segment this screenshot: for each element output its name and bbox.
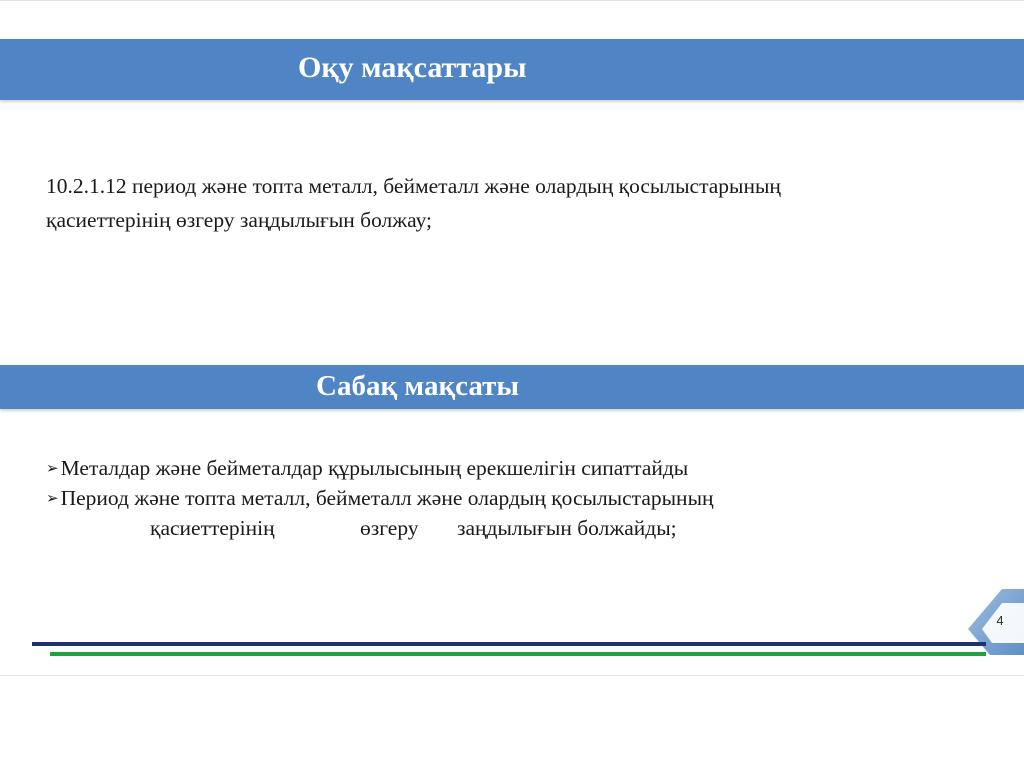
- divider-green: [50, 652, 986, 656]
- list-item-text: Период және топта металл, бейметалл және олардың қосылыстарының: [60, 486, 714, 510]
- page-number: 4: [996, 613, 1004, 628]
- list-item-text: Металдар және бейметалдар құрылысының ерекшелігін сипаттайды: [60, 456, 689, 480]
- learning-objective-text: [46, 169, 781, 237]
- footer-divider: [0, 675, 1024, 676]
- arrow-bullet-icon: ➢: [46, 489, 59, 507]
- list-item: [46, 483, 714, 513]
- learning-objectives-banner: [0, 39, 1024, 100]
- learning-objective-line: қасиеттерінің өзгеру заңдылығын болжау;: [46, 208, 433, 232]
- divider-blue: [32, 642, 986, 646]
- arrow-bullet-icon: ➢: [46, 459, 59, 477]
- lesson-objective-banner: [0, 365, 1024, 409]
- lesson-objective-list: [46, 453, 714, 543]
- continuation-word: заңдылығын болжайды;: [457, 516, 677, 540]
- list-item: [46, 453, 714, 483]
- list-item-continuation: [46, 513, 714, 543]
- continuation-word: өзгеру: [360, 516, 419, 540]
- lesson-objective-title: Сабақ мақсаты: [316, 370, 520, 402]
- learning-objective-line: 10.2.1.12 период және топта металл, бейметалл және олардың қосылыстарының: [46, 174, 781, 198]
- learning-objectives-title: Оқу мақсаттары: [298, 51, 527, 84]
- continuation-word: қасиеттерінің: [150, 516, 275, 540]
